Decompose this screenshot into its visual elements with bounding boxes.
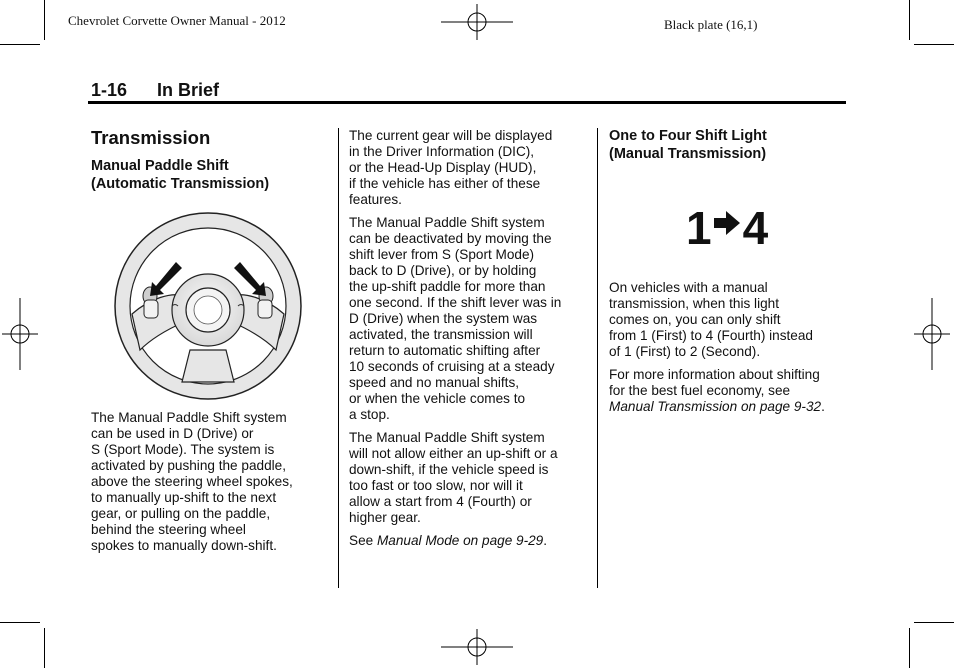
text-line: too fast or too slow, nor will it — [349, 478, 523, 493]
text-line: The Manual Paddle Shift system — [91, 410, 287, 425]
text-line: of 1 (First) to 2 (Second). — [609, 344, 761, 359]
col1-paragraph — [91, 410, 323, 554]
text-line: a stop. — [349, 407, 390, 422]
col1-heading — [91, 127, 210, 149]
column-divider — [338, 128, 339, 588]
column-divider — [597, 128, 598, 588]
heading-line: (Manual Transmission) — [609, 146, 767, 162]
text-line: back to D (Drive), or by holding — [349, 263, 537, 278]
shift-from-digit: 1 — [686, 202, 711, 254]
col1-subheading — [91, 157, 323, 193]
crop-mark — [44, 0, 45, 40]
text-line: S (Sport Mode). The system is — [91, 442, 275, 457]
text-line: transmission, when this light — [609, 296, 779, 311]
text-line: or when the vehicle comes to — [349, 391, 526, 406]
text-line: The current gear will be displayed — [349, 128, 553, 143]
text-line: one second. If the shift lever was in — [349, 295, 562, 310]
subheading-line: Manual Paddle Shift — [91, 158, 229, 174]
crosshair-registration-mark — [914, 298, 950, 370]
text-line: On vehicles with a manual — [609, 280, 768, 295]
text-line: will not allow either an up-shift or a — [349, 446, 558, 461]
text-line: the up-shift paddle for more than — [349, 279, 546, 294]
text-line: The Manual Paddle Shift system — [349, 430, 545, 445]
transmission-heading: Transmission — [91, 127, 211, 148]
see-suffix: . — [543, 533, 548, 548]
paragraph — [349, 430, 584, 526]
shift-to-digit: 4 — [742, 202, 768, 254]
crosshair-registration-mark — [441, 4, 513, 40]
text-line: allow a start from 4 (Fourth) or — [349, 494, 532, 509]
text-line: down-shift, if the vehicle speed is — [349, 462, 549, 477]
paragraph — [349, 128, 584, 208]
text-line: if the vehicle has either of these — [349, 176, 541, 191]
manual-title: Chevrolet Corvette Owner Manual - 2012 — [68, 13, 286, 28]
text-line: spokes to manually down-shift. — [91, 538, 277, 553]
section-number: 1-16 — [91, 80, 128, 100]
subheading-line: (Automatic Transmission) — [91, 176, 270, 192]
text-line: from 1 (First) to 4 (Fourth) instead — [609, 328, 813, 343]
text-line: D (Drive) when the system was — [349, 311, 538, 326]
crop-mark — [914, 44, 954, 45]
crop-mark — [914, 622, 954, 623]
col3-body — [609, 280, 849, 422]
text-line: activated, the transmission will — [349, 327, 533, 342]
crosshair-registration-mark — [2, 298, 38, 370]
paragraph — [609, 367, 849, 415]
see-prefix: See — [349, 533, 377, 548]
manual-transmission-link[interactable]: Manual Transmission on page 9-32 — [609, 399, 822, 414]
cross-reference — [349, 533, 584, 549]
crop-mark — [909, 628, 910, 668]
text-line: activated by pushing the paddle, — [91, 458, 286, 473]
text-line: features. — [349, 192, 402, 207]
text-line: The Manual Paddle Shift system — [349, 215, 545, 230]
crop-mark — [44, 628, 45, 668]
paragraph — [349, 215, 584, 423]
text-line: return to automatic shifting after — [349, 343, 541, 358]
section-title: In Brief — [157, 80, 220, 100]
crop-mark — [909, 0, 910, 40]
paragraph — [609, 280, 849, 360]
text-line: higher gear. — [349, 510, 421, 525]
plate-label: Black plate (16,1) — [664, 17, 758, 32]
text-line: For more information about shifting — [609, 367, 820, 382]
text-line: or the Head-Up Display (HUD), — [349, 160, 537, 175]
steering-wheel-illustration — [110, 210, 306, 402]
manual-mode-link[interactable]: Manual Mode on page 9-29 — [376, 533, 544, 548]
text-line: above the steering wheel spokes, — [91, 474, 293, 489]
text-line: can be used in D (Drive) or — [91, 426, 254, 441]
text-line: shift lever from S (Sport Mode) — [349, 247, 535, 262]
text-line: behind the steering wheel — [91, 522, 246, 537]
col3-heading — [609, 127, 849, 163]
one-to-four-shift-light-symbol — [686, 202, 768, 254]
crosshair-registration-mark — [441, 629, 513, 665]
text-line: comes on, you can only shift — [609, 312, 781, 327]
text-line: 10 seconds of cruising at a steady — [349, 359, 555, 374]
text-line: gear, or pulling on the paddle, — [91, 506, 271, 521]
ref-suffix: . — [821, 399, 825, 414]
heading-line: One to Four Shift Light — [609, 128, 767, 144]
text-line: can be deactivated by moving the — [349, 231, 552, 246]
text-line: in the Driver Information (DIC), — [349, 144, 535, 159]
text-line: to manually up-shift to the next — [91, 490, 277, 505]
crop-mark — [0, 44, 40, 45]
text-line: speed and no manual shifts, — [349, 375, 520, 390]
col2-body — [349, 128, 584, 556]
text-line: for the best fuel economy, see — [609, 383, 791, 398]
section-header — [91, 80, 219, 101]
right-arrow-icon — [712, 208, 742, 238]
crop-mark — [0, 622, 40, 623]
header-rule — [88, 101, 846, 104]
